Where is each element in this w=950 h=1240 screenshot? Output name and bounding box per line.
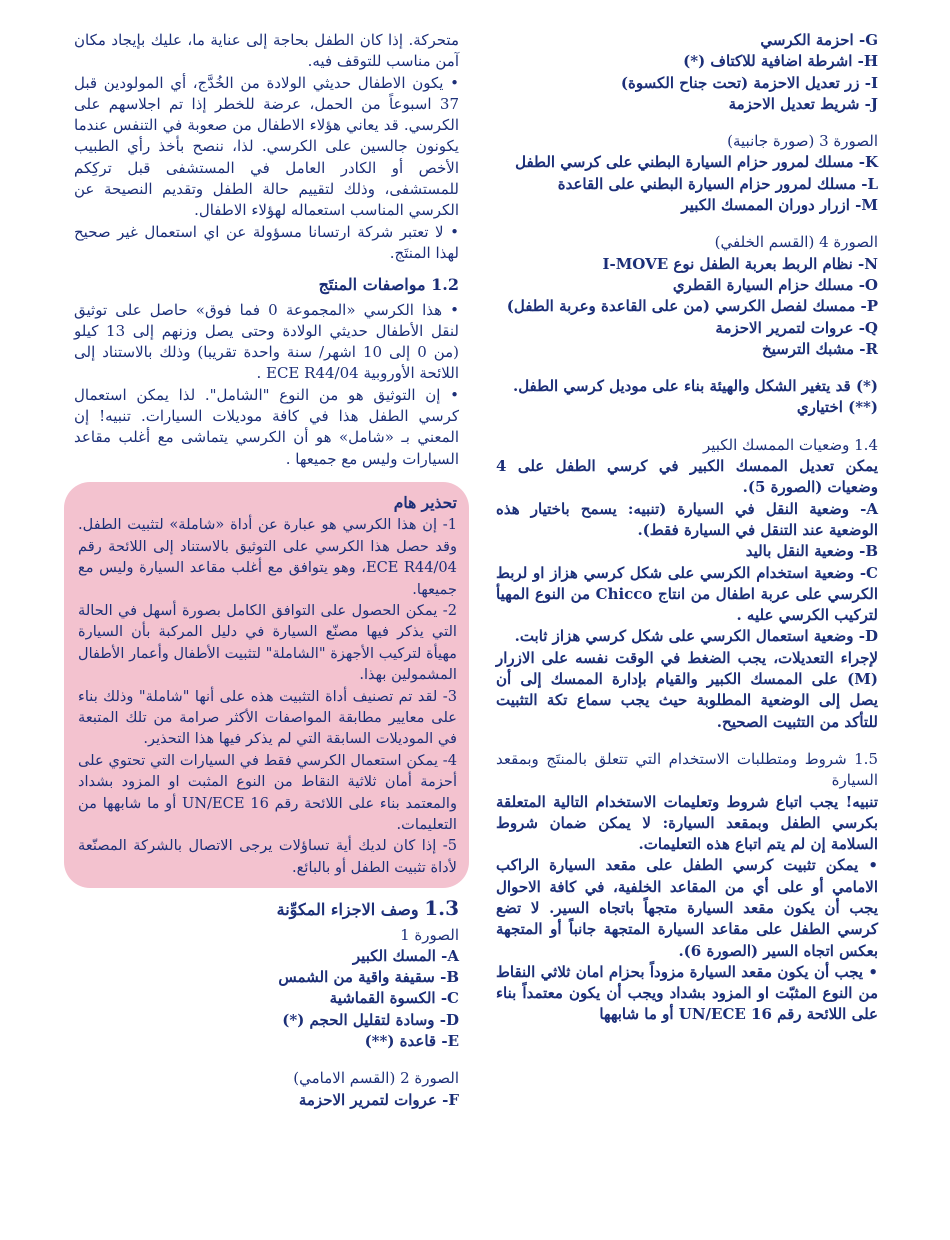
handle-position-b: B- وضعية النقل باليد [745, 542, 878, 561]
parts-list-2-continued [496, 30, 878, 115]
intro-paragraph-3: • لا تعتبر شركة ارتسانا مسؤولة عن اي استعمال غير صحيح لهذا المنتَج. [74, 222, 459, 262]
figure-caption-1: الصورة 1 [400, 925, 459, 944]
part-item-c: C- الكسوة القماشية [329, 989, 459, 1008]
figure-caption-3: الصورة 3 (صورة جانبية) [727, 132, 878, 151]
note-optional: (**) اختياري [796, 398, 878, 417]
part-item-l: L- مسلك لمرور حزام السيارة البطني على القاعدة [557, 174, 878, 193]
spec-paragraph-2: • إن التوثيق هو من النوع "الشامل". لذا يمكن استعمال كرسي الطفل هذا في كافة موديلات السيارات. تنبيه! إن المعني بـ «شامل» هو أن الكرسي يتماشى مع أغلب مقاعد السيارات وليس مع جميعها . [74, 385, 459, 468]
part-item-a: A- المسك الكبير [352, 946, 459, 965]
note-variant: (*) قد يتغير الشكل والهيئة بناء على موديل كرسي الطفل. [512, 377, 878, 396]
handle-position-a: A- وضعية النقل في السيارة (تنبيه: يسمح باختيار هذه الوضعية عند التنقل في السيارة فقط). [496, 499, 878, 539]
part-item-n: N- نظام الربط بعربة الطفل نوع I-MOVE [602, 254, 878, 273]
parts-list-2 [74, 1090, 459, 1111]
part-item-i: I- زر تعديل الاحزمة (تحت جناح الكسوة) [620, 73, 878, 92]
right-column [496, 30, 878, 1026]
part-item-e: E- قاعدة (**) [364, 1032, 459, 1051]
section-number-parts: 1.3 [424, 896, 459, 921]
intro-paragraph-2: • يكون الاطفال حديثي الولادة من الخُدَّج، أي المولودين قبل 37 اسبوعاً من الحمل، عرضة للخطر إذا تم اجلاسهم على الكرسي. قد يعاني هؤلاء الاطفال من صعوبة في التنفس عندما يكونون جالسين على الكرسي. لذا، ننصح بأخذ رأي الطبيب الأخص أو الكادر العامل في المستشفى قبل تركِكم للمستشفى، وذلك لتقييم حالة الطفل وتقديم النصيحة عن الكرسي المناسب استعماله لهؤلاء الاطفال. [74, 73, 459, 220]
spec-paragraph-1: • هذا الكرسي «المجموعة 0 فما فوق» حاصل على توثيق لنقل الأطفال حديثي الولادة وحتى يصل وزنهم إلى 13 كيلو (من 0 إلى 10 اشهر/ سنة واحدة تقريبا) وذلك بالاستناد إلى اللائحة الأوروبية ECE R44/04 . [74, 300, 459, 383]
part-item-k: K- مسلك لمرور حزام السيارة البطني على كرسي الطفل [515, 153, 878, 172]
part-item-f: F- عروات لتمرير الاحزمة [298, 1090, 459, 1109]
warning-item-4: 4- يمكن استعمال الكرسي فقط في السيارات التي تحتوي على أحزمة أمان ثلاثية النقاط من النوع المثبت او المزود بشداد والمعتمد بناء على اللائحة رقم UN/ECE 16 أو ما شابهها من التعليمات. [78, 751, 458, 834]
parts-list-3 [496, 152, 878, 216]
parts-list-1 [74, 946, 459, 1052]
intro-paragraph-1: متحركة. إذا كان الطفل بحاجة إلى عناية ما، عليك بإيجاد مكان آمن مناسب للتوقف فيه. [74, 31, 459, 71]
part-item-g: G- احزمة الكرسي [760, 31, 878, 49]
parts-list-4 [496, 254, 878, 360]
section-heading-handle: 1.4 وضعيات الممسك الكبير [702, 435, 878, 454]
part-item-p: P- ممسك لفصل الكرسي (من على القاعدة وعربة الطفل) [506, 297, 878, 316]
part-item-m: M- ازرار دوران الممسك الكبير [681, 196, 878, 215]
handle-position-d: D- وضعية استعمال الكرسي على شكل كرسي هزاز ثابت. [514, 627, 878, 646]
conditions-warning: تنبيه! يجب اتباع شروط وتعليمات الاستخدام التالية المتعلقة بكرسي الطفل وبمقعد السيارة: لا يمكن ضمان شروط السلامة إن لم يتم اتباع هذه التعليمات. [496, 792, 878, 854]
section-heading-parts [74, 898, 459, 920]
warning-item-5: 5- إذا كان لديك أية تساؤلات يرجى الاتصال بالشركة المصنّعة لأداة تثبيت الطفل أو بالبائع. [78, 837, 457, 876]
handle-intro: يمكن تعديل الممسك الكبير في كرسي الطفل على 4 وضعيات (الصورة 5). [496, 457, 878, 497]
part-item-h: H- اشرطة اضافية للاكتاف (*) [683, 52, 878, 71]
conditions-paragraph-1: • يمكن تثبيت كرسي الطفل على مقعد السيارة الراكب الامامي أو على أي من المقاعد الخلفية، في كافة الاحوال يجب أن يكون مقعد السيارة متجهاً باتجاه السير. لا تضع كرسي الطفل على مقاعد السيارة المتجهة جانباً أو المتجهة بعكس اتجاه السير (الصورة 6). [496, 856, 878, 960]
warning-title: تحذير هام [393, 492, 457, 512]
section-title-parts: وصف الاجزاء المكوِّنة [276, 900, 419, 920]
warning-item-3: 3- لقد تم تصنيف أداة التثبيت هذه على أنها "شاملة" وذلك بناء على معايير مطابقة المواصفات الأكثر صرامة من تلك المتبعة في الموديلات السابقة التي لم يذكر فيها هذا التحذير. [78, 687, 457, 748]
warning-box [64, 482, 469, 888]
part-item-o: O- مسلك حزام السيارة القطري [672, 275, 878, 294]
warning-item-2: 2- يمكن الحصول على التوافق الكامل بصورة أسهل في الحالة التي يذكر فيها مصنّع السيارة في دليل المركبة بأن السيارة مهيأة لتركيب الأجهزة "الشاملة" لتثبيت الأطفال وأعمار الأطفال المشمولين بهذا. [78, 601, 457, 684]
figure-caption-2: الصورة 2 (القسم الامامي) [293, 1069, 459, 1088]
warning-item-1: 1- إن هذا الكرسي هو عبارة عن أداة «شاملة» لتثبيت الطفل. وقد حصل هذا الكرسي على التوثيق بالاستناد إلى اللائحة رقم ECE R44/04، وهو يتوافق مع أغلب مقاعد السيارة وليس مع جميعها. [78, 516, 457, 598]
conditions-paragraph-2: • يجب أن يكون مقعد السيارة مزوداً بحزام امان ثلاثي النقاط من النوع المثبّت او المزود بشداد ويجب أن يكون معتمداً بناء على اللائحة رقم UN/ECE 16 أو ما شابهها [496, 962, 878, 1024]
handle-position-c: C- وضعية استخدام الكرسي على شكل كرسي هزاز او لربط الكرسي على عربة اطفال من انتاج Chicco من النوع المهيأ لتركيب الكرسي عليه . [496, 563, 878, 625]
figure-caption-4: الصورة 4 (القسم الخلفي) [714, 233, 878, 252]
part-item-j: J- شريط تعديل الاحزمة [728, 94, 878, 113]
left-column [74, 30, 459, 1111]
part-item-b: B- سقيفة واقية من الشمس [278, 968, 459, 987]
part-item-d: D- وسادة لتقليل الحجم (*) [282, 1010, 459, 1029]
section-heading-conditions: 1.5 شروط ومتطلبات الاستخدام التي تتعلق بالمنتَج وبمقعد السيارة [496, 749, 878, 790]
handle-adjust-text: لإجراء التعديلات، يجب الضغط في الوقت نفسه على الازرار (M) على الممسك الكبير والقيام بإدارة الممسك إلى أن يصل إلى الوضعية المطلوبة حيث يجب سماع تكة التثبيت للتأكد من التثبيت الصحيح. [496, 648, 878, 731]
part-item-r: R- مشبك الترسيخ [761, 339, 878, 358]
section-heading-specs: 1.2 مواصفات المنتَج [318, 275, 459, 295]
part-item-q: Q- عروات لتمرير الاحزمة [715, 318, 878, 337]
